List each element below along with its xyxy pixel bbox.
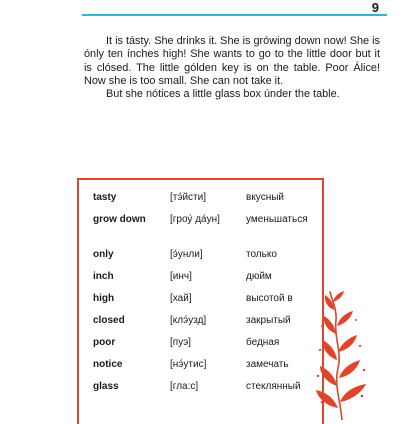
- vocab-word: glass: [93, 381, 119, 392]
- top-rule: [82, 14, 387, 16]
- vocab-transcription: [гроу́ да́ун]: [170, 214, 220, 225]
- vocab-transcription: [инч]: [170, 271, 192, 282]
- page-number: 9: [371, 0, 379, 15]
- vocab-word: only: [93, 249, 114, 260]
- leaf-vine-ornament: [312, 290, 370, 420]
- story-paragraph-1: It is tásty. She drinks it. She is grówing down now! She is ónly ten ínches high! She wants to go to the little door but it is clósed. The little gólden key is on the table. Poor Álice! Now she is too small. She can not take it.: [84, 35, 381, 87]
- vocab-transcription: [тэ́йсти]: [170, 192, 206, 203]
- vocab-translation: уменьшаться: [246, 214, 308, 225]
- vocab-transcription: [э́унли]: [170, 249, 203, 260]
- vocab-translation: замечать: [246, 359, 289, 370]
- vocab-translation: закрытый: [246, 315, 291, 326]
- vocab-translation: бедная: [246, 337, 280, 348]
- vocab-word: grow down: [93, 214, 146, 225]
- vocab-word: closed: [93, 315, 125, 326]
- vocab-word: poor: [93, 337, 116, 348]
- vocab-translation: высотой в: [246, 293, 293, 304]
- vocab-translation: только: [246, 249, 277, 260]
- vocab-transcription: [клэ́узд]: [170, 315, 207, 326]
- vocab-transcription: [хай]: [170, 293, 192, 304]
- vocab-translation: стеклянный: [246, 381, 301, 392]
- vocab-transcription: [нэ́утис]: [170, 359, 207, 370]
- vocab-transcription: [гла:с]: [170, 381, 199, 392]
- story-paragraph-2: But she nótices a little glass box únder the table.: [106, 88, 340, 101]
- vocab-word: inch: [93, 271, 114, 282]
- vocab-transcription: [пуэ]: [170, 337, 191, 348]
- vocab-translation: вкусный: [246, 192, 284, 203]
- vocab-word: tasty: [93, 192, 117, 203]
- vocab-word: high: [93, 293, 115, 304]
- story-text: [84, 35, 380, 101]
- vocab-translation: дюйм: [246, 271, 272, 282]
- vocab-word: notice: [93, 359, 123, 370]
